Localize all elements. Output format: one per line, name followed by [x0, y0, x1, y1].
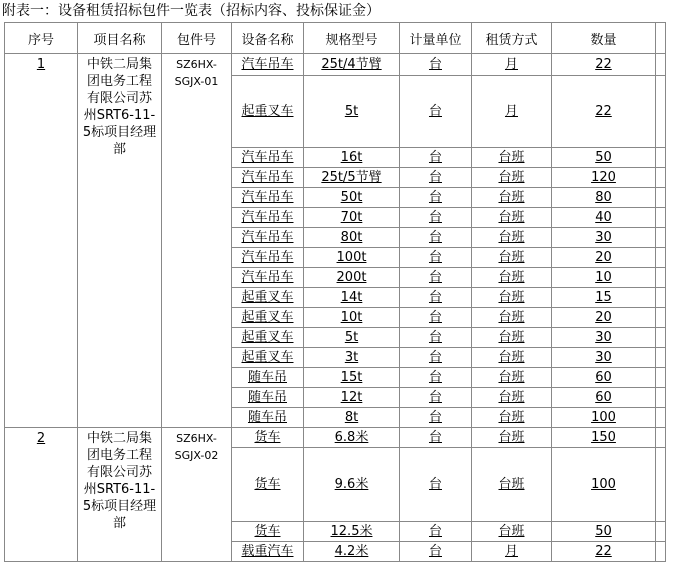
cell-project: 中铁二局集团电务工程有限公司苏州SRT6-11-5标项目经理部 [78, 54, 162, 428]
cell-mode: 台班 [498, 349, 525, 365]
cell-unit-container [400, 542, 472, 562]
cell-equipment-container [232, 76, 304, 148]
cell-qty: 50 [595, 523, 612, 539]
cell-qty-container [552, 328, 656, 348]
cell-spec: 25t/5节臂 [321, 169, 382, 185]
cell-mode-container [472, 248, 552, 268]
cell-equipment: 起重叉车 [241, 289, 294, 305]
cell-unit: 台 [428, 209, 442, 225]
cell-qty: 22 [595, 103, 612, 119]
cell-equipment: 起重叉车 [241, 309, 294, 325]
cell-unit-container [400, 208, 472, 228]
cell-unit-container [400, 388, 472, 408]
cell-unit: 台 [428, 249, 442, 265]
cell-mode: 台班 [498, 249, 525, 265]
cell-qty: 150 [591, 429, 616, 445]
cell-spec-container [304, 308, 400, 328]
cell-qty-container [552, 368, 656, 388]
cell-spec: 50t [340, 189, 363, 205]
edge-cell [656, 522, 666, 542]
cell-equipment: 汽车吊车 [241, 169, 294, 185]
cell-seq: 1 [5, 54, 78, 428]
cell-unit-container [400, 448, 472, 522]
cell-spec-container [304, 428, 400, 448]
table-row [5, 54, 666, 76]
cell-spec-container [304, 248, 400, 268]
cell-equipment: 载重汽车 [241, 543, 294, 559]
cell-mode-container [472, 54, 552, 76]
cell-unit: 台 [428, 369, 442, 385]
cell-equipment-container [232, 188, 304, 208]
cell-qty-container [552, 76, 656, 148]
cell-unit: 台 [428, 189, 442, 205]
edge-cell [656, 388, 666, 408]
cell-unit-container [400, 228, 472, 248]
cell-mode-container [472, 268, 552, 288]
cell-equipment-container [232, 348, 304, 368]
cell-unit: 台 [428, 149, 442, 165]
edge-cell [656, 148, 666, 168]
cell-package: SZ6HX-SGJX-01 [162, 54, 232, 428]
cell-equipment: 起重叉车 [241, 349, 294, 365]
cell-unit: 台 [428, 523, 442, 539]
cell-unit: 台 [428, 56, 442, 72]
cell-qty-container [552, 408, 656, 428]
cell-equipment-container [232, 388, 304, 408]
header-unit: 计量单位 [400, 23, 472, 54]
cell-spec-container [304, 288, 400, 308]
header-seq: 序号 [5, 23, 78, 54]
cell-unit-container [400, 248, 472, 268]
edge-cell [656, 448, 666, 522]
cell-mode-container [472, 542, 552, 562]
cell-unit-container [400, 328, 472, 348]
cell-equipment: 汽车吊车 [241, 249, 294, 265]
cell-qty: 15 [595, 289, 612, 305]
cell-qty-container [552, 388, 656, 408]
edge-cell [656, 248, 666, 268]
cell-mode: 台班 [498, 189, 525, 205]
cell-equipment-container [232, 168, 304, 188]
cell-spec-container [304, 228, 400, 248]
cell-equipment: 汽车吊车 [241, 229, 294, 245]
edge-cell [656, 308, 666, 328]
cell-unit: 台 [428, 476, 442, 492]
edge-cell [656, 228, 666, 248]
equipment-table [4, 22, 666, 562]
cell-spec: 14t [340, 289, 363, 305]
cell-unit: 台 [428, 409, 442, 425]
cell-mode: 台班 [498, 149, 525, 165]
cell-qty-container [552, 288, 656, 308]
cell-qty-container [552, 348, 656, 368]
cell-mode: 月 [504, 56, 518, 72]
cell-unit-container [400, 348, 472, 368]
cell-qty-container [552, 448, 656, 522]
cell-equipment: 汽车吊车 [241, 189, 294, 205]
cell-mode: 台班 [498, 229, 525, 245]
edge-cell [656, 76, 666, 148]
header-equipment: 设备名称 [232, 23, 304, 54]
cell-mode: 台班 [498, 269, 525, 285]
cell-mode: 台班 [498, 289, 525, 305]
cell-equipment: 货车 [254, 429, 281, 445]
header-qty: 数量 [552, 23, 656, 54]
cell-spec: 12t [340, 389, 363, 405]
cell-spec: 4.2米 [334, 543, 369, 559]
cell-qty-container [552, 168, 656, 188]
cell-qty: 60 [595, 369, 612, 385]
cell-spec: 80t [340, 229, 363, 245]
cell-qty-container [552, 248, 656, 268]
cell-mode-container [472, 188, 552, 208]
edge-cell [656, 23, 666, 54]
cell-equipment-container [232, 328, 304, 348]
cell-equipment: 起重叉车 [241, 103, 294, 119]
cell-spec-container [304, 368, 400, 388]
cell-unit-container [400, 54, 472, 76]
cell-mode-container [472, 208, 552, 228]
cell-mode: 台班 [498, 409, 525, 425]
cell-unit: 台 [428, 349, 442, 365]
cell-spec: 5t [344, 103, 359, 119]
cell-equipment: 货车 [254, 523, 281, 539]
cell-qty: 30 [595, 329, 612, 345]
cell-qty-container [552, 208, 656, 228]
cell-mode: 月 [504, 543, 518, 559]
cell-unit: 台 [428, 329, 442, 345]
edge-cell [656, 348, 666, 368]
cell-spec: 16t [340, 149, 363, 165]
cell-unit: 台 [428, 543, 442, 559]
cell-qty-container [552, 268, 656, 288]
edge-cell [656, 188, 666, 208]
cell-unit-container [400, 268, 472, 288]
cell-qty-container [552, 54, 656, 76]
cell-equipment-container [232, 288, 304, 308]
edge-cell [656, 268, 666, 288]
cell-spec-container [304, 168, 400, 188]
header-spec: 规格型号 [304, 23, 400, 54]
cell-project: 中铁二局集团电务工程有限公司苏州SRT6-11-5标项目经理部 [78, 428, 162, 562]
header-package: 包件号 [162, 23, 232, 54]
cell-spec-container [304, 76, 400, 148]
cell-equipment: 随车吊 [247, 409, 287, 425]
table-title: 附表一：设备租赁招标包件一览表（招标内容、投标保证金） [2, 3, 380, 19]
cell-equipment-container [232, 428, 304, 448]
cell-unit-container [400, 76, 472, 148]
cell-mode-container [472, 148, 552, 168]
cell-unit-container [400, 368, 472, 388]
cell-qty: 30 [595, 349, 612, 365]
cell-equipment: 汽车吊车 [241, 269, 294, 285]
cell-spec-container [304, 522, 400, 542]
cell-mode-container [472, 76, 552, 148]
cell-spec-container [304, 54, 400, 76]
cell-spec: 6.8米 [334, 429, 369, 445]
cell-mode-container [472, 408, 552, 428]
cell-spec: 200t [336, 269, 367, 285]
cell-equipment: 汽车吊车 [241, 149, 294, 165]
cell-spec: 100t [336, 249, 367, 265]
cell-equipment-container [232, 522, 304, 542]
header-project: 项目名称 [78, 23, 162, 54]
cell-mode-container [472, 522, 552, 542]
edge-cell [656, 168, 666, 188]
cell-equipment: 汽车吊车 [241, 56, 294, 72]
cell-equipment: 汽车吊车 [241, 209, 294, 225]
cell-mode-container [472, 428, 552, 448]
cell-spec: 9.6米 [334, 476, 369, 492]
cell-mode: 台班 [498, 476, 525, 492]
cell-mode-container [472, 388, 552, 408]
cell-equipment: 起重叉车 [241, 329, 294, 345]
cell-spec-container [304, 328, 400, 348]
cell-equipment-container [232, 542, 304, 562]
cell-qty-container [552, 308, 656, 328]
cell-qty-container [552, 542, 656, 562]
edge-cell [656, 54, 666, 76]
cell-spec-container [304, 188, 400, 208]
cell-mode: 台班 [498, 309, 525, 325]
cell-equipment-container [232, 228, 304, 248]
cell-mode-container [472, 328, 552, 348]
cell-equipment: 随车吊 [247, 369, 287, 385]
cell-mode: 台班 [498, 389, 525, 405]
cell-mode: 月 [504, 103, 518, 119]
table-row [5, 428, 666, 448]
cell-package: SZ6HX-SGJX-02 [162, 428, 232, 562]
cell-qty: 40 [595, 209, 612, 225]
cell-unit: 台 [428, 289, 442, 305]
cell-qty: 20 [595, 249, 612, 265]
cell-qty: 50 [595, 149, 612, 165]
cell-mode: 台班 [498, 429, 525, 445]
cell-mode: 台班 [498, 369, 525, 385]
cell-spec-container [304, 388, 400, 408]
cell-qty: 22 [595, 56, 612, 72]
cell-unit-container [400, 288, 472, 308]
cell-qty-container [552, 428, 656, 448]
edge-cell [656, 368, 666, 388]
cell-qty: 20 [595, 309, 612, 325]
cell-unit: 台 [428, 429, 442, 445]
cell-mode-container [472, 308, 552, 328]
cell-spec: 8t [344, 409, 359, 425]
cell-spec: 12.5米 [330, 523, 373, 539]
cell-mode: 台班 [498, 209, 525, 225]
edge-cell [656, 428, 666, 448]
cell-mode-container [472, 288, 552, 308]
cell-spec: 70t [340, 209, 363, 225]
cell-mode-container [472, 368, 552, 388]
cell-mode-container [472, 168, 552, 188]
cell-qty: 80 [595, 189, 612, 205]
cell-mode: 台班 [498, 169, 525, 185]
cell-unit-container [400, 188, 472, 208]
cell-unit: 台 [428, 389, 442, 405]
cell-equipment-container [232, 408, 304, 428]
cell-equipment-container [232, 248, 304, 268]
cell-qty-container [552, 188, 656, 208]
header-mode: 租赁方式 [472, 23, 552, 54]
cell-qty: 10 [595, 269, 612, 285]
cell-mode-container [472, 348, 552, 368]
cell-mode: 台班 [498, 523, 525, 539]
cell-unit-container [400, 168, 472, 188]
cell-equipment-container [232, 208, 304, 228]
cell-spec-container [304, 208, 400, 228]
cell-unit-container [400, 408, 472, 428]
cell-spec-container [304, 348, 400, 368]
cell-qty: 100 [591, 476, 616, 492]
cell-unit-container [400, 308, 472, 328]
cell-qty: 100 [591, 409, 616, 425]
cell-qty: 22 [595, 543, 612, 559]
cell-unit: 台 [428, 269, 442, 285]
edge-cell [656, 542, 666, 562]
cell-unit: 台 [428, 103, 442, 119]
cell-unit-container [400, 522, 472, 542]
cell-equipment-container [232, 54, 304, 76]
cell-unit-container [400, 428, 472, 448]
cell-qty-container [552, 228, 656, 248]
cell-seq: 2 [5, 428, 78, 562]
cell-spec-container [304, 542, 400, 562]
cell-qty-container [552, 522, 656, 542]
cell-spec-container [304, 408, 400, 428]
cell-unit: 台 [428, 309, 442, 325]
header-row [5, 23, 666, 54]
cell-spec: 5t [344, 329, 359, 345]
cell-equipment: 货车 [254, 476, 281, 492]
cell-equipment-container [232, 148, 304, 168]
cell-spec-container [304, 268, 400, 288]
cell-equipment-container [232, 368, 304, 388]
edge-cell [656, 328, 666, 348]
edge-cell [656, 408, 666, 428]
cell-qty: 120 [591, 169, 616, 185]
cell-mode-container [472, 448, 552, 522]
cell-spec-container [304, 148, 400, 168]
edge-cell [656, 288, 666, 308]
cell-mode: 台班 [498, 329, 525, 345]
edge-cell [656, 208, 666, 228]
cell-equipment-container [232, 448, 304, 522]
cell-equipment-container [232, 308, 304, 328]
cell-spec-container [304, 448, 400, 522]
cell-unit-container [400, 148, 472, 168]
cell-unit: 台 [428, 169, 442, 185]
cell-spec: 25t/4节臂 [321, 56, 382, 72]
cell-spec: 3t [344, 349, 359, 365]
cell-mode-container [472, 228, 552, 248]
cell-spec: 15t [340, 369, 363, 385]
cell-qty: 60 [595, 389, 612, 405]
cell-qty: 30 [595, 229, 612, 245]
cell-equipment-container [232, 268, 304, 288]
cell-spec: 10t [340, 309, 363, 325]
cell-unit: 台 [428, 229, 442, 245]
cell-qty-container [552, 148, 656, 168]
cell-equipment: 随车吊 [247, 389, 287, 405]
